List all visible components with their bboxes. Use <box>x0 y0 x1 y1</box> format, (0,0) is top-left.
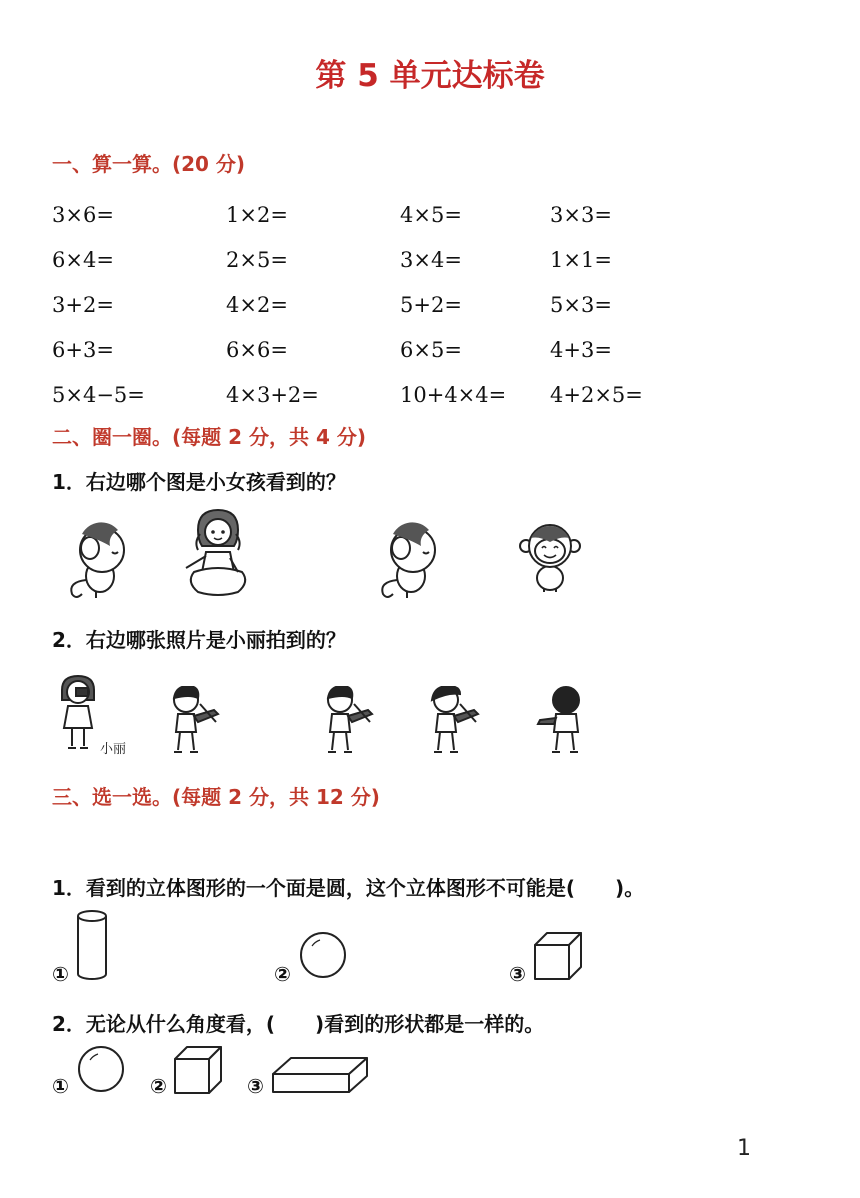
option-number: ③ <box>509 962 526 986</box>
calc-item: 1×2= <box>226 202 288 227</box>
calc-item: 6+3= <box>52 337 114 362</box>
sphere-figure <box>298 930 348 980</box>
calc-item: 4×2= <box>226 292 288 317</box>
calc-item: 3×4= <box>400 247 462 272</box>
page-title: 第 5 单元达标卷 <box>315 58 545 94</box>
option-number: ① <box>52 962 69 986</box>
option-number: ③ <box>247 1074 264 1098</box>
calc-item: 6×4= <box>52 247 114 272</box>
monkey-side-figure <box>64 522 134 600</box>
girl-camera-figure <box>54 674 102 754</box>
calc-row <box>52 372 812 417</box>
monkey-side-option <box>375 522 445 600</box>
calc-item: 3×3= <box>550 202 612 227</box>
photo-option-1 <box>320 686 374 756</box>
calc-item: 2×5= <box>226 247 288 272</box>
cube-figure <box>532 930 584 982</box>
cylinder-figure <box>74 908 110 982</box>
page-number: 1 <box>737 1136 751 1161</box>
photo-option-3 <box>536 686 590 756</box>
calc-item: 10+4×4= <box>400 382 507 407</box>
calc-item: 4+2×5= <box>550 382 643 407</box>
monkey-front-option <box>518 522 582 594</box>
section-1-heading: 一、算一算。(20 分) <box>52 152 246 176</box>
cuboid-figure <box>270 1054 370 1096</box>
calc-row <box>52 192 812 237</box>
photo-option-2 <box>426 686 480 756</box>
calc-item: 3×6= <box>52 202 114 227</box>
calc-item: 5+2= <box>400 292 462 317</box>
calc-grid <box>52 192 812 417</box>
boy-violin-figure <box>166 686 220 756</box>
calc-item: 1×1= <box>550 247 612 272</box>
question-3-1: 1．看到的立体图形的一个面是圆，这个立体图形不可能是( )。 <box>52 876 645 900</box>
section-2-heading: 二、圈一圈。(每题 2 分，共 4 分) <box>52 425 366 449</box>
calc-row <box>52 237 812 282</box>
sphere-figure <box>76 1044 126 1094</box>
question-2-1: 1．右边哪个图是小女孩看到的？ <box>52 470 346 494</box>
cube-figure <box>172 1044 224 1096</box>
option-number: ② <box>274 962 291 986</box>
calc-item: 6×5= <box>400 337 462 362</box>
calc-item: 6×6= <box>226 337 288 362</box>
kid-name-label: 小丽 <box>100 742 127 757</box>
calc-item: 4×5= <box>400 202 462 227</box>
option-number: ② <box>150 1074 167 1098</box>
calc-item: 5×3= <box>550 292 612 317</box>
calc-row <box>52 327 812 372</box>
question-3-2: 2．无论从什么角度看，( )看到的形状都是一样的。 <box>52 1012 545 1036</box>
question-2-2: 2．右边哪张照片是小丽拍到的？ <box>52 628 346 652</box>
calc-row <box>52 282 812 327</box>
girl-figure <box>180 508 254 600</box>
section-3-heading: 三、选一选。(每题 2 分，共 12 分) <box>52 785 380 809</box>
calc-item: 5×4−5= <box>52 382 145 407</box>
calc-item: 4×3+2= <box>226 382 319 407</box>
calc-item: 3+2= <box>52 292 114 317</box>
option-number: ① <box>52 1074 69 1098</box>
calc-item: 4+3= <box>550 337 612 362</box>
